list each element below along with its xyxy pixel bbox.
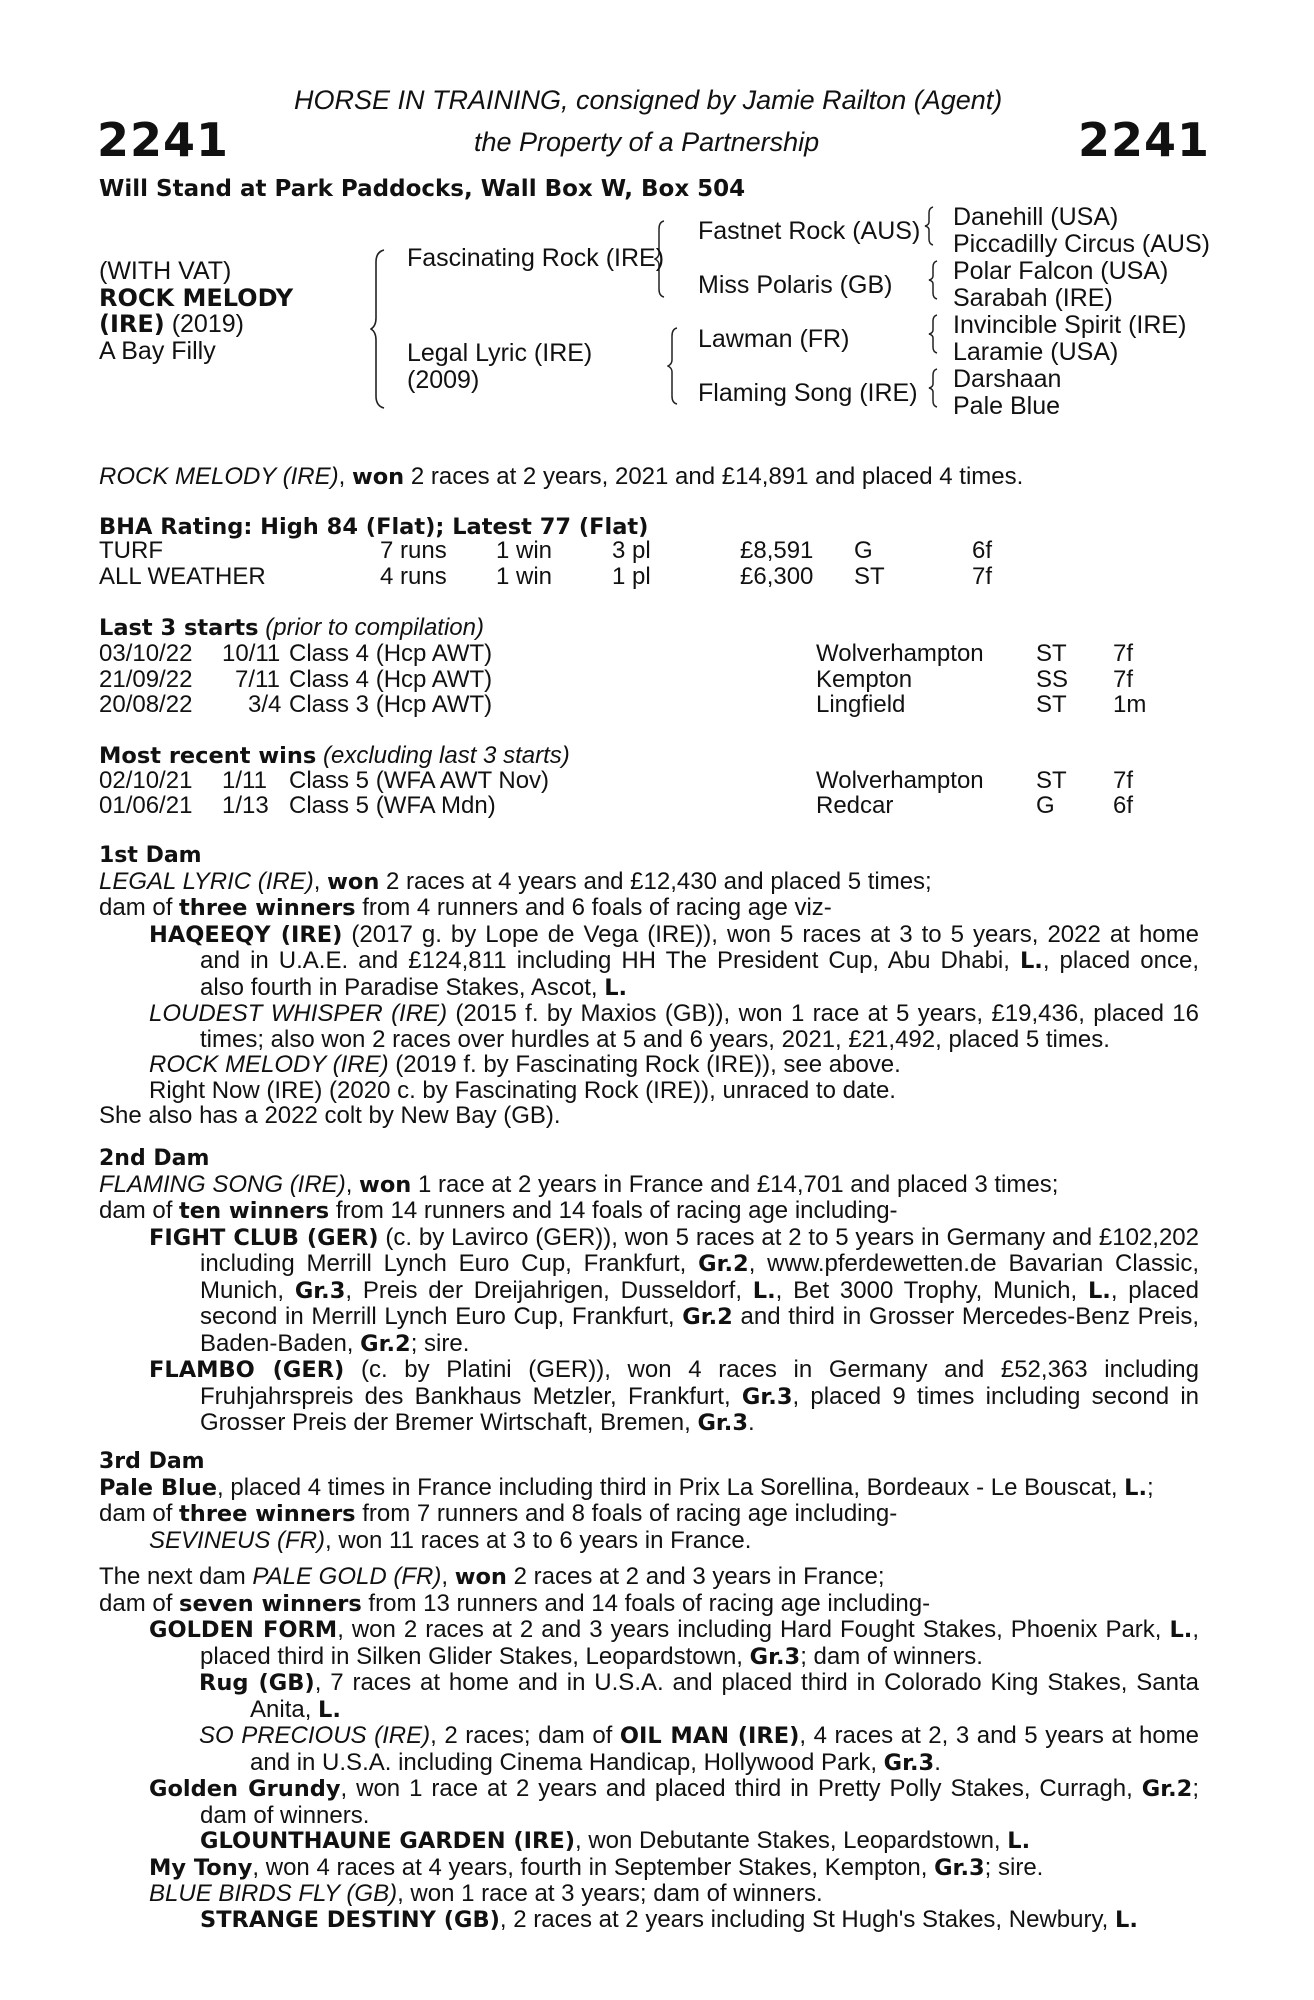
progeny-rock-melody: ROCK MELODY (IRE) (2019 f. by Fascinating Rock (IRE)), see above. bbox=[149, 1051, 901, 1078]
g-sds: Polar Falcon (USA) bbox=[953, 257, 1169, 285]
brace-ss bbox=[924, 205, 936, 247]
start-distance: 1m bbox=[1113, 691, 1147, 718]
first-dam-record: LEGAL LYRIC (IRE), won 2 races at 4 years and £12,430 and placed 5 times; bbox=[99, 867, 932, 895]
rating-going: G bbox=[854, 537, 873, 564]
progeny-fight-club: FIGHT CLUB (GER) (c. by Lavirco (GER)), won 5 races at 2 to 5 years in Germany and £102,202 including Merrill Lynch Euro Cup, Frankfurt, Gr.2, www.pferdewetten.de Bavarian Classic, Munich, Gr.3, Preis der Dreijahrigen, Dusseldorf, L., Bet 3000 Trophy, Munich, L., placed second in Merrill Lynch Euro Cup, Frankfurt, Gr.2 and third in Grosser Mercedes-Benz Preis, Baden-Baden, Gr.2; sire. bbox=[149, 1223, 1200, 1357]
rating-wins: 1 win bbox=[496, 563, 553, 590]
second-dam-section bbox=[99, 1146, 1199, 1437]
bha-rating-title: BHA Rating: High 84 (Flat); Latest 77 (Flat) bbox=[99, 514, 649, 540]
rating-distance: 7f bbox=[972, 563, 993, 590]
first-dam-title: 1st Dam bbox=[99, 843, 202, 868]
recent-wins-title: Most recent wins (excluding last 3 starts) bbox=[99, 742, 570, 769]
win-date: 01/06/21 bbox=[99, 792, 193, 819]
rating-runs: 4 runs bbox=[380, 563, 447, 590]
dam-year: (2009) bbox=[407, 366, 480, 394]
progeny-right-now: Right Now (IRE) (2020 c. by Fascinating Rock (IRE)), unraced to date. bbox=[149, 1076, 896, 1104]
g-ddd: Pale Blue bbox=[953, 392, 1061, 420]
main-brace bbox=[370, 248, 390, 410]
win-date: 02/10/21 bbox=[99, 767, 193, 794]
brace-dd bbox=[928, 367, 940, 409]
race-summary: ROCK MELODY (IRE), won 2 races at 2 years, 2021 and £14,891 and placed 4 times. bbox=[99, 463, 1024, 490]
progeny-haqeeqy: HAQEEQY (IRE) (2017 g. by Lope de Vega (IRE)), won 5 races at 3 to 5 years, 2022 at home and in U.A.E. and £124,811 including HH The President Cup, Abu Dhabi, L., placed once, also fourth in Paradise Stakes, Ascot, L. bbox=[149, 920, 1200, 1001]
horse-description: A Bay Filly bbox=[99, 337, 216, 365]
second-dam-title: 2nd Dam bbox=[99, 1146, 210, 1171]
start-distance: 7f bbox=[1113, 666, 1134, 693]
progeny-glounthaune-garden: GLOUNTHAUNE GARDEN (IRE), won Debutante Stakes, Leopardstown, L. bbox=[200, 1827, 1031, 1854]
win-going: G bbox=[1036, 792, 1055, 819]
first-dam-note: She also has a 2022 colt by New Bay (GB). bbox=[99, 1102, 561, 1129]
dam-sire: Lawman (FR) bbox=[698, 325, 850, 353]
win-distance: 7f bbox=[1113, 767, 1134, 794]
g-dss: Invincible Spirit (IRE) bbox=[953, 311, 1187, 339]
rating-distance: 6f bbox=[972, 537, 993, 564]
dam-dam: Flaming Song (IRE) bbox=[698, 379, 918, 407]
win-going: ST bbox=[1036, 767, 1067, 794]
win-position: 1/11 bbox=[222, 767, 267, 794]
progeny-golden-grundy: Golden Grundy, won 1 race at 2 years and placed third in Pretty Polly Stakes, Curragh, Gr.2; dam of winners. bbox=[149, 1775, 1199, 1829]
progeny-my-tony: My Tony, won 4 races at 4 years, fourth in September Stakes, Kempton, Gr.3; sire. bbox=[149, 1853, 1044, 1881]
start-course: Lingfield bbox=[816, 691, 906, 718]
next-dam-section bbox=[99, 1564, 1199, 1933]
start-position: 3/4 bbox=[248, 691, 282, 718]
lot-number-right: 2241 bbox=[1078, 113, 1211, 167]
start-date: 21/09/22 bbox=[99, 666, 193, 693]
start-going: ST bbox=[1036, 640, 1067, 667]
progeny-strange-destiny: STRANGE DESTINY (GB), 2 races at 2 years including St Hugh's Stakes, Newbury, L. bbox=[200, 1905, 1138, 1933]
progeny-golden-form: GOLDEN FORM, won 2 races at 2 and 3 years including Hard Fought Stakes, Phoenix Park, L., placed third in Silken Glider Stakes, Leopardstown, Gr.3; dam of winners. bbox=[149, 1616, 1200, 1670]
next-dam-produce: dam of seven winners from 13 runners and 14 foals of racing age including- bbox=[99, 1589, 931, 1617]
first-dam-produce: dam of three winners from 4 runners and 6 foals of racing age viz- bbox=[99, 894, 832, 921]
first-dam-section bbox=[99, 843, 1199, 1129]
progeny-blue-birds-fly: BLUE BIRDS FLY (GB), won 1 race at 3 years; dam of winners. bbox=[149, 1880, 823, 1907]
third-dam-produce: dam of three winners from 7 runners and 8 foals of racing age including- bbox=[99, 1500, 898, 1527]
vat-note: (WITH VAT) bbox=[99, 257, 232, 285]
start-date: 20/08/22 bbox=[99, 691, 193, 718]
g-dsd: Laramie (USA) bbox=[953, 338, 1119, 366]
dam: Legal Lyric (IRE) bbox=[407, 339, 593, 367]
start-class: Class 4 (Hcp AWT) bbox=[289, 666, 493, 693]
horse-name: ROCK MELODY bbox=[99, 284, 294, 312]
rating-going: ST bbox=[854, 563, 885, 590]
rating-placed: 3 pl bbox=[612, 537, 651, 564]
win-position: 1/13 bbox=[222, 792, 269, 819]
horse-name-suffix: (IRE) (2019) bbox=[99, 310, 244, 338]
start-date: 03/10/22 bbox=[99, 640, 193, 667]
sire-dam: Miss Polaris (GB) bbox=[698, 271, 893, 299]
win-class: Class 5 (WFA Mdn) bbox=[289, 792, 496, 819]
sire-sire: Fastnet Rock (AUS) bbox=[698, 217, 921, 245]
start-position: 7/11 bbox=[235, 666, 280, 693]
start-position: 10/11 bbox=[222, 640, 281, 667]
third-dam-section bbox=[99, 1449, 1199, 1553]
rating-prize: £8,591 bbox=[740, 537, 814, 564]
g-sdd: Sarabah (IRE) bbox=[953, 284, 1113, 312]
sire: Fascinating Rock (IRE) bbox=[407, 244, 665, 272]
progeny-so-precious: SO PRECIOUS (IRE), 2 races; dam of OIL MAN (IRE), 4 races at 2, 3 and 5 years at home and in U.S.A. including Cinema Handicap, Hollywood Park, Gr.3. bbox=[199, 1722, 1200, 1776]
g-sss: Danehill (USA) bbox=[953, 203, 1119, 231]
consignor-line: HORSE IN TRAINING, consigned by Jamie Railton (Agent) bbox=[294, 85, 1003, 115]
stand-location: Will Stand at Park Paddocks, Wall Box W, Box 504 bbox=[99, 176, 746, 202]
start-distance: 7f bbox=[1113, 640, 1134, 667]
g-ssd: Piccadilly Circus (AUS) bbox=[953, 230, 1210, 258]
property-line: the Property of a Partnership bbox=[474, 127, 820, 157]
progeny-flambo: FLAMBO (GER) (c. by Platini (GER)), won 4 races in Germany and £52,363 including Fruhjahrspreis des Bankhaus Metzler, Frankfurt, Gr.3, placed 9 times including second in Grosser Preis der Bremer Wirtschaft, Bremen, Gr.3. bbox=[149, 1356, 1200, 1436]
next-dam-record: The next dam PALE GOLD (FR), won 2 races at 2 and 3 years in France; bbox=[99, 1563, 885, 1590]
progeny-sevineus: SEVINEUS (FR), won 11 races at 3 to 6 years in France. bbox=[149, 1526, 752, 1554]
progeny-loudest-whisper: LOUDEST WHISPER (IRE) (2015 f. by Maxios (GB)), won 1 race at 5 years, £19,436, placed 16 times; also won 2 races over hurdles at 5 and 6 years, 2021, £21,492, placed 5 times. bbox=[149, 1000, 1199, 1053]
win-class: Class 5 (WFA AWT Nov) bbox=[289, 767, 550, 794]
brace-ds bbox=[928, 313, 940, 355]
start-course: Wolverhampton bbox=[816, 640, 984, 667]
rating-wins: 1 win bbox=[496, 537, 553, 564]
last-starts-title: Last 3 starts (prior to compilation) bbox=[99, 614, 484, 641]
start-class: Class 4 (Hcp AWT) bbox=[289, 640, 493, 667]
second-dam-produce: dam of ten winners from 14 runners and 14 foals of racing age including- bbox=[99, 1197, 898, 1224]
progeny-rug: Rug (GB), 7 races at home and in U.S.A. and placed third in Colorado King Stakes, Santa Anita, L. bbox=[199, 1669, 1200, 1723]
start-going: ST bbox=[1036, 691, 1067, 718]
rating-prize: £6,300 bbox=[740, 563, 814, 590]
rating-surface: ALL WEATHER bbox=[99, 563, 266, 590]
third-dam-title: 3rd Dam bbox=[99, 1449, 205, 1474]
start-class: Class 3 (Hcp AWT) bbox=[289, 691, 493, 718]
brace-sd bbox=[928, 259, 940, 301]
lot-number-left: 2241 bbox=[97, 113, 230, 167]
win-course: Redcar bbox=[816, 792, 894, 819]
dam-brace bbox=[667, 326, 681, 406]
second-dam-record: FLAMING SONG (IRE), won 1 race at 2 years in France and £14,701 and placed 3 times; bbox=[99, 1170, 1059, 1198]
g-dds: Darshaan bbox=[953, 365, 1062, 393]
start-going: SS bbox=[1036, 666, 1069, 693]
rating-surface: TURF bbox=[99, 537, 163, 564]
rating-runs: 7 runs bbox=[380, 537, 447, 564]
win-distance: 6f bbox=[1113, 792, 1134, 819]
win-course: Wolverhampton bbox=[816, 767, 984, 794]
third-dam-record: Pale Blue, placed 4 times in France including third in Prix La Sorellina, Bordeaux - Le Bouscat, L.; bbox=[99, 1473, 1154, 1501]
start-course: Kempton bbox=[816, 666, 913, 693]
rating-placed: 1 pl bbox=[612, 563, 651, 590]
